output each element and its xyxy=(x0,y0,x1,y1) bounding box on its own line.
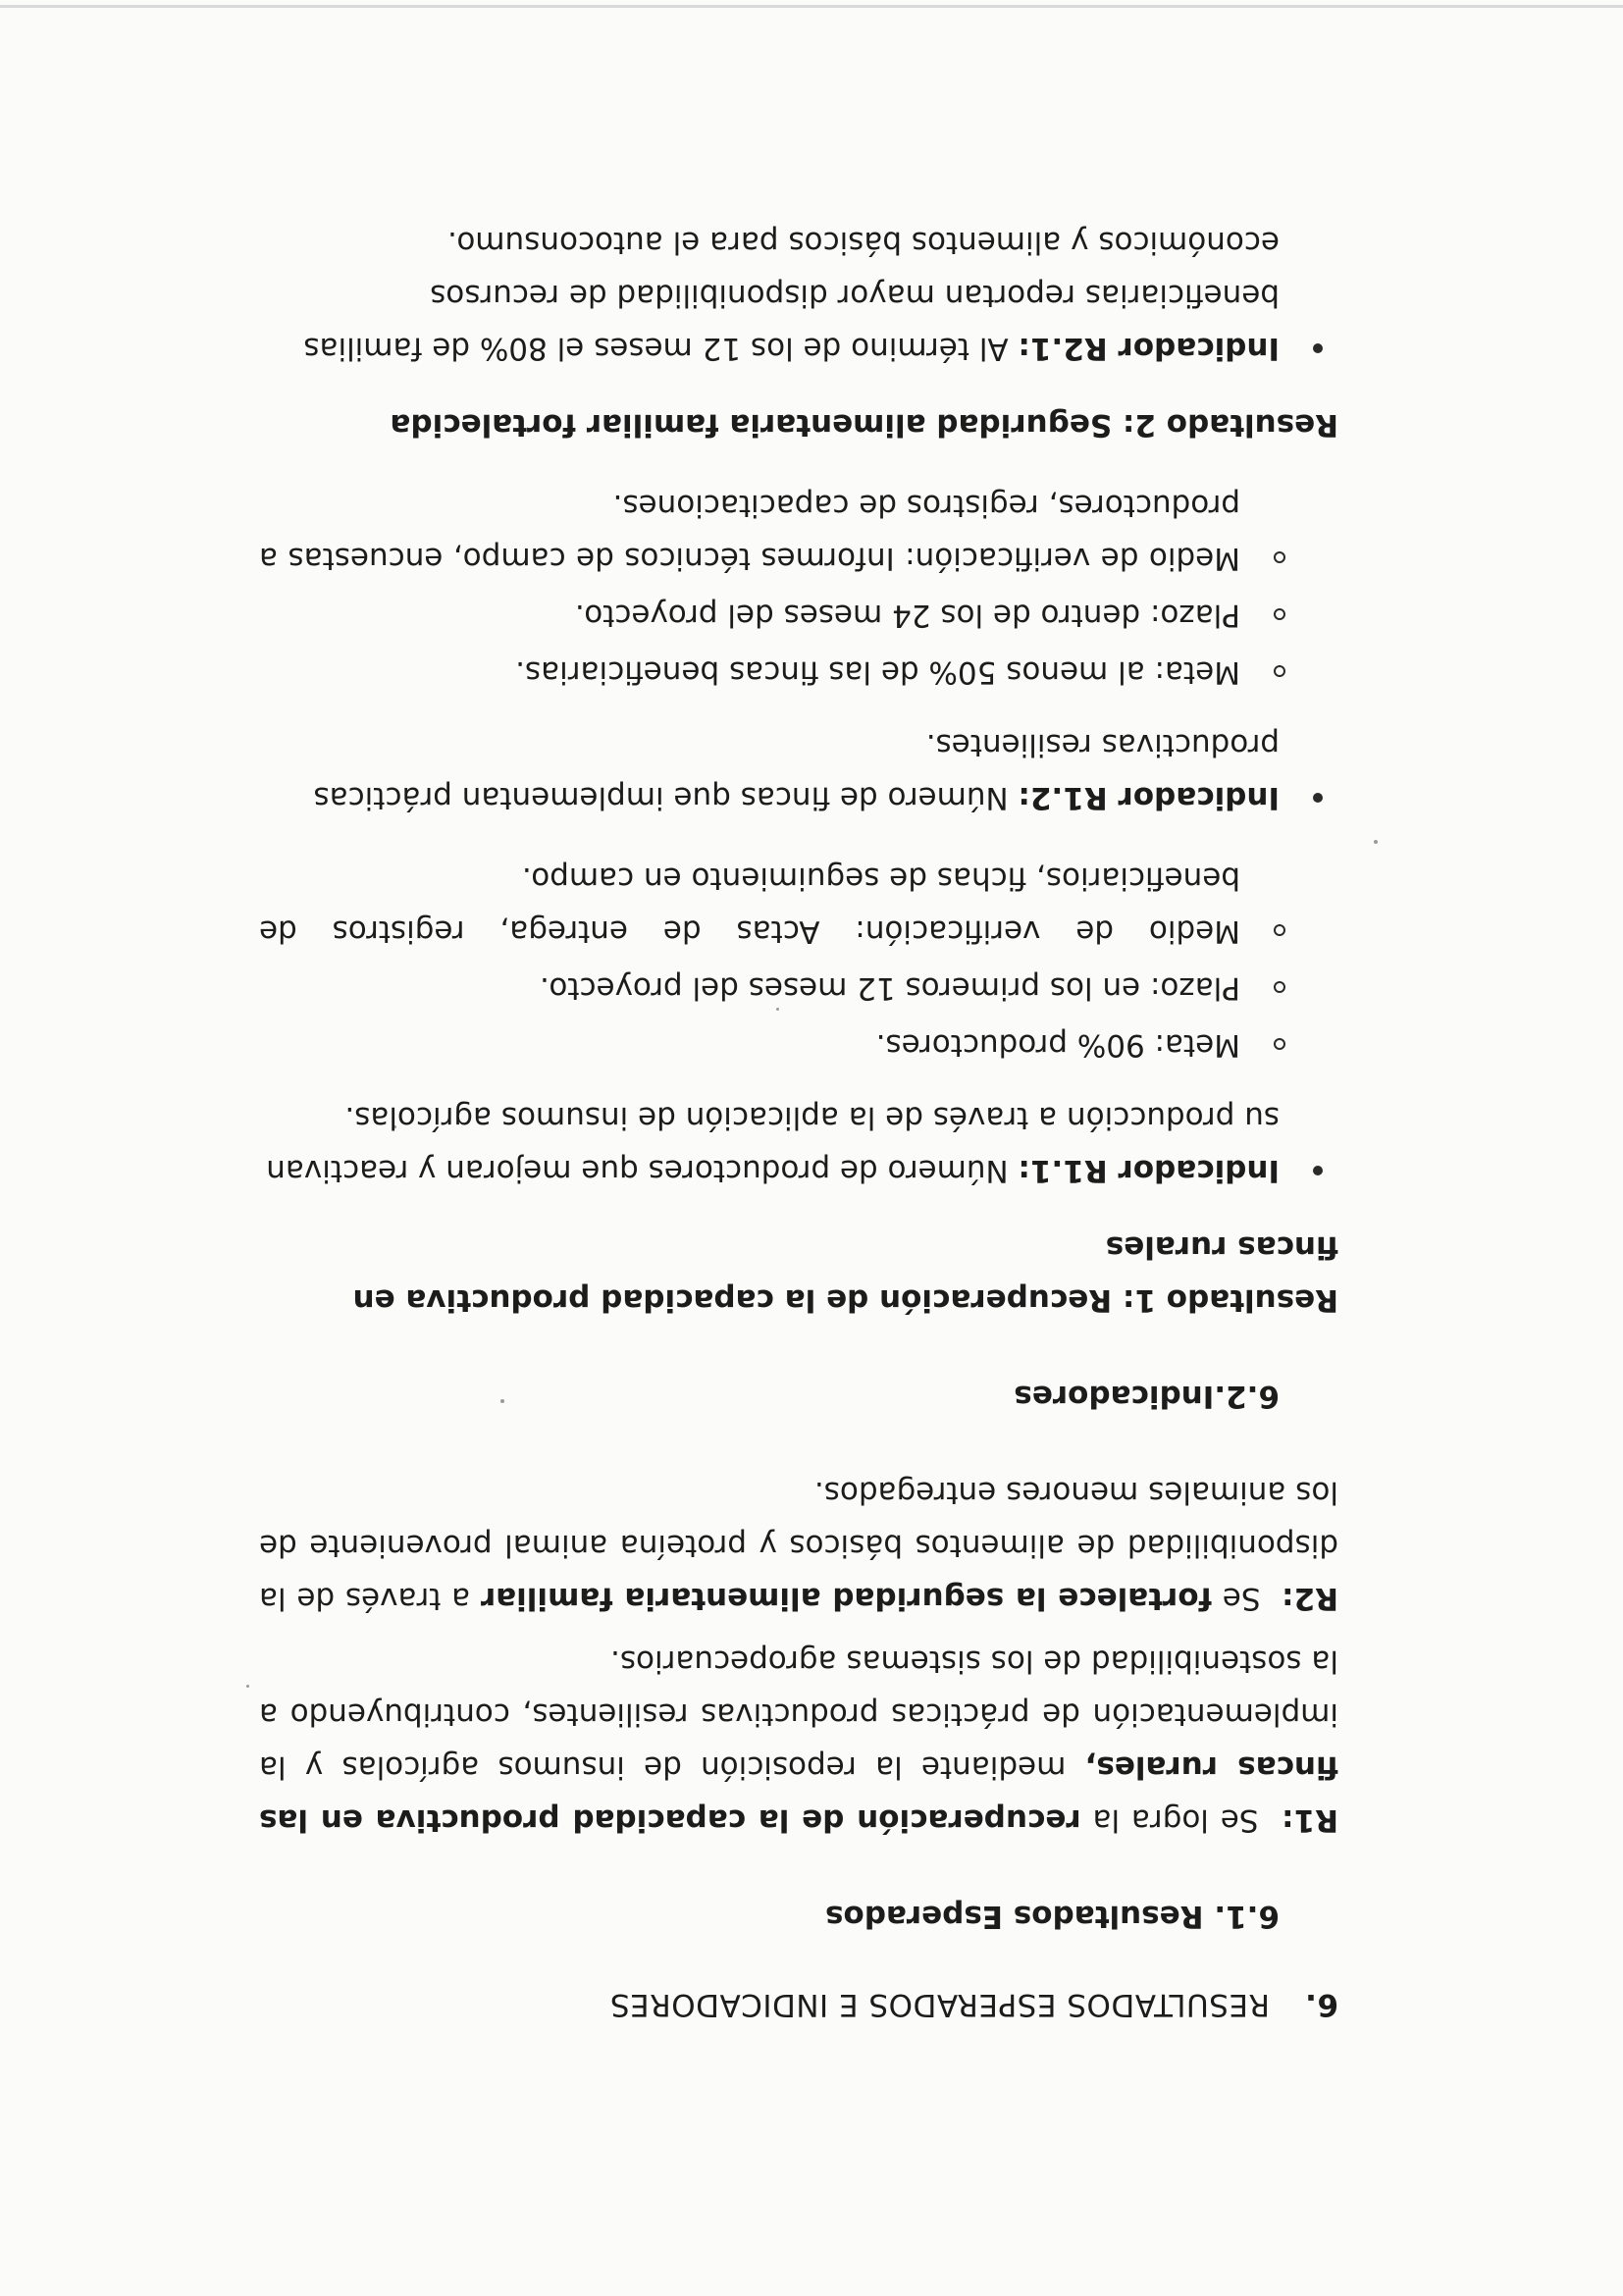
result1-title: Resultado 1: Recuperación de la capacidad productiva en fincas rurales xyxy=(352,1229,1338,1318)
r1-lead: Se logra la xyxy=(1080,1802,1259,1838)
indicator-label: Indicador R2.1: xyxy=(1018,331,1280,366)
scan-speck xyxy=(1374,840,1378,844)
detail-item xyxy=(259,589,1240,642)
scan-edge-line xyxy=(0,5,1623,8)
bullet-dot xyxy=(1313,1166,1323,1175)
subsection-indicators: 6.2.Indicadores xyxy=(1014,1379,1280,1414)
r2-label: R2: xyxy=(1282,1581,1338,1616)
section-number: 6. xyxy=(1304,1987,1338,2022)
bullet-ring xyxy=(1274,924,1285,936)
bullet-dot xyxy=(1313,343,1323,353)
result2-title: Resultado 2: Seguridad alimentaria familiar fortalecida xyxy=(390,407,1338,443)
r2-bold: fortalece la seguridad alimentaria familiar xyxy=(480,1581,1213,1616)
indicator-r1-2 xyxy=(259,718,1338,824)
detail-item xyxy=(259,1018,1240,1071)
subsection-expected-results: 6.1. Resultados Esperados xyxy=(825,1899,1280,1934)
indicator-label: Indicador R1.1: xyxy=(1018,1153,1280,1188)
bullet-ring xyxy=(1274,551,1285,563)
detail-text: Meta: al menos 50% de las fincas beneficiarias. xyxy=(515,654,1240,690)
indicator-text: Número de fincas que implementan prácticas productivas resilientes. xyxy=(313,727,1280,815)
detail-text: Medio de verificación: Actas de entrega, registros de beneficiarios, fichas de seguimiento en campo. xyxy=(259,861,1240,949)
document-body xyxy=(259,196,1338,2031)
bullet-ring xyxy=(1274,981,1285,993)
detail-item xyxy=(259,646,1240,699)
indicator-label: Indicador R1.2: xyxy=(1018,780,1280,815)
scan-speck xyxy=(246,1685,249,1688)
detail-item xyxy=(259,962,1240,1015)
r1-bold: recuperación de la capacidad productiva en las fincas rurales, xyxy=(259,1749,1338,1838)
r2-rest: a través de la disponibilidad de alimentos básicos y proteína animal proveniente de los animales menores entregados. xyxy=(259,1475,1338,1616)
detail-text: Plazo: en los primeros 12 meses del proyecto. xyxy=(540,970,1240,1006)
detail-text: Plazo: dentro de los 24 meses del proyecto. xyxy=(574,598,1240,633)
detail-item xyxy=(259,852,1240,958)
indicator-r1-1 xyxy=(259,1091,1338,1197)
section-heading xyxy=(259,1978,1338,2031)
bullet-ring xyxy=(1274,608,1285,620)
indicator-text: Número de productores que mejoran y reactivan su producción a través de la aplicación de insumos agrícolas. xyxy=(266,1100,1280,1188)
result-r2-paragraph xyxy=(259,1466,1338,1625)
indicator-r1-1-details xyxy=(259,852,1338,1071)
indicator-r2-1 xyxy=(259,216,1338,375)
bullet-ring xyxy=(1274,1038,1285,1050)
indicator-text: Al término de los 12 meses el 80% de familias beneficiarias reportan mayor disponibilidad de recursos económicos y alimentos básicos para el autoconsumo. xyxy=(303,225,1280,366)
result-r1-paragraph xyxy=(259,1635,1338,1847)
indicator-r1-2-details xyxy=(259,479,1338,699)
detail-text: Medio de verificación: Informes técnicos de campo, encuestas a productores, registros de capacitaciones. xyxy=(259,488,1240,576)
detail-item xyxy=(259,479,1240,585)
r1-rest: mediante la reposición de insumos agrícolas y la implementación de prácticas productivas resilientes, contribuyendo a la sostenibilidad de los sistemas agropecuarios. xyxy=(259,1644,1338,1785)
r1-label: R1: xyxy=(1282,1802,1338,1838)
bullet-dot xyxy=(1313,793,1323,803)
section-title: RESULTADOS ESPERADOS E INDICADORES xyxy=(609,1987,1270,2022)
r2-lead: Se xyxy=(1212,1581,1261,1616)
detail-text: Meta: 90% productores. xyxy=(875,1027,1240,1063)
bullet-ring xyxy=(1274,665,1285,677)
